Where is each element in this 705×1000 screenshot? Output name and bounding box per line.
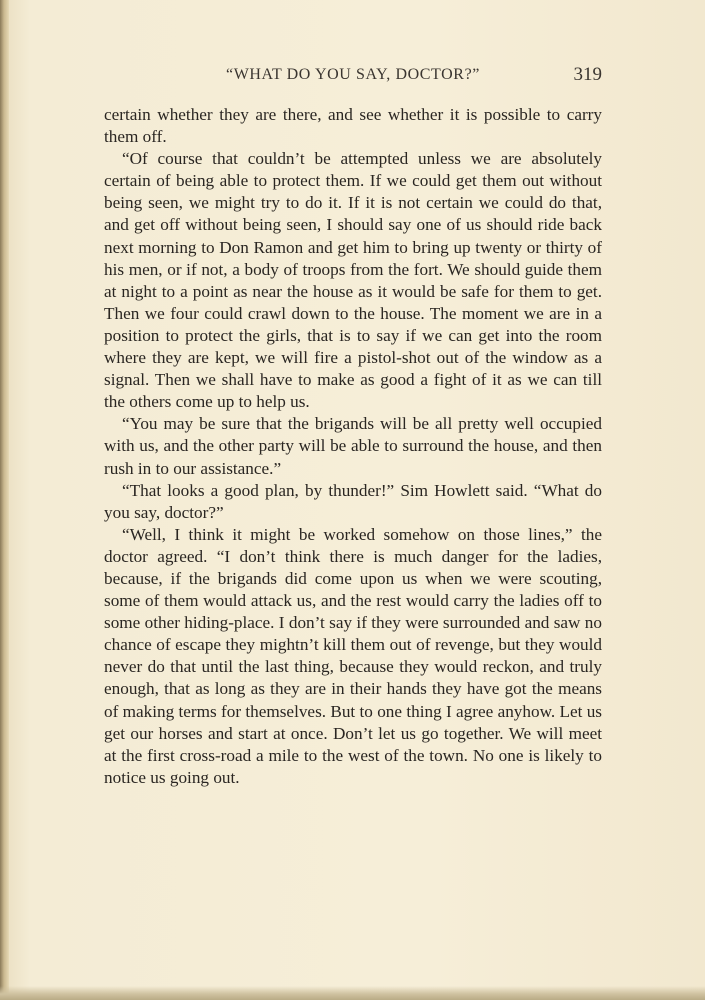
- binding-edge: [0, 0, 9, 1000]
- running-head: “WHAT DO YOU SAY, DOCTOR?”: [226, 66, 480, 83]
- paragraph: “That looks a good plan, by thunder!” Sim Howlett said. “What do you say, doctor?”: [104, 480, 602, 522]
- page-number: 319: [573, 64, 602, 85]
- page-header: [104, 64, 602, 92]
- paragraph: certain whether they are there, and see whether it is possible to carry them off.: [104, 105, 602, 147]
- paragraph: “Of course that couldn’t be attempted unless we are absolutely certain of being able to protect them. If we could get them out without being seen, we might try to do it. If it is not certain we could do that, and get off without being seen, I should say one of us should ride back next morning to Don Ramon and get him to bring up twenty or thirty of his men, or if not, a body of troops from the fort. We should guide them at night to a point as near the house as it would be safe for them to get. Then we four could crawl down to the house. The moment we are in a position to protect the girls, that is to say if we can get into the room where they are kept, we will fire a pistol-shot out of the window as a signal. Then we shall have to make as good a fight of it as we can till the others come up to help us.: [104, 149, 602, 412]
- bottom-edge: [0, 986, 705, 1000]
- paragraph: “Well, I think it might be worked somehow on those lines,” the doctor agreed. “I don’t think there is much danger for the ladies, because, if the brigands did come upon us when we were scouting, some of them would attack us, and the rest would carry the ladies off to some other hiding-place. I don’t say if they were surrounded and saw no chance of escape they mightn’t kill them out of revenge, but they would never do that until the last thing, because they would reckon, and truly enough, that as long as they are in their hands they have got the means of making terms for themselves. But to one thing I agree anyhow. Let us get our horses and start at once. Don’t let us go together. We will meet at the first cross-road a mile to the west of the town. No one is likely to notice us going out.: [104, 524, 602, 787]
- body-text: [104, 104, 602, 789]
- paragraph: “You may be sure that the brigands will be all pretty well occupied with us, and the other party will be able to surround the house, and then rush in to our assistance.”: [104, 414, 602, 478]
